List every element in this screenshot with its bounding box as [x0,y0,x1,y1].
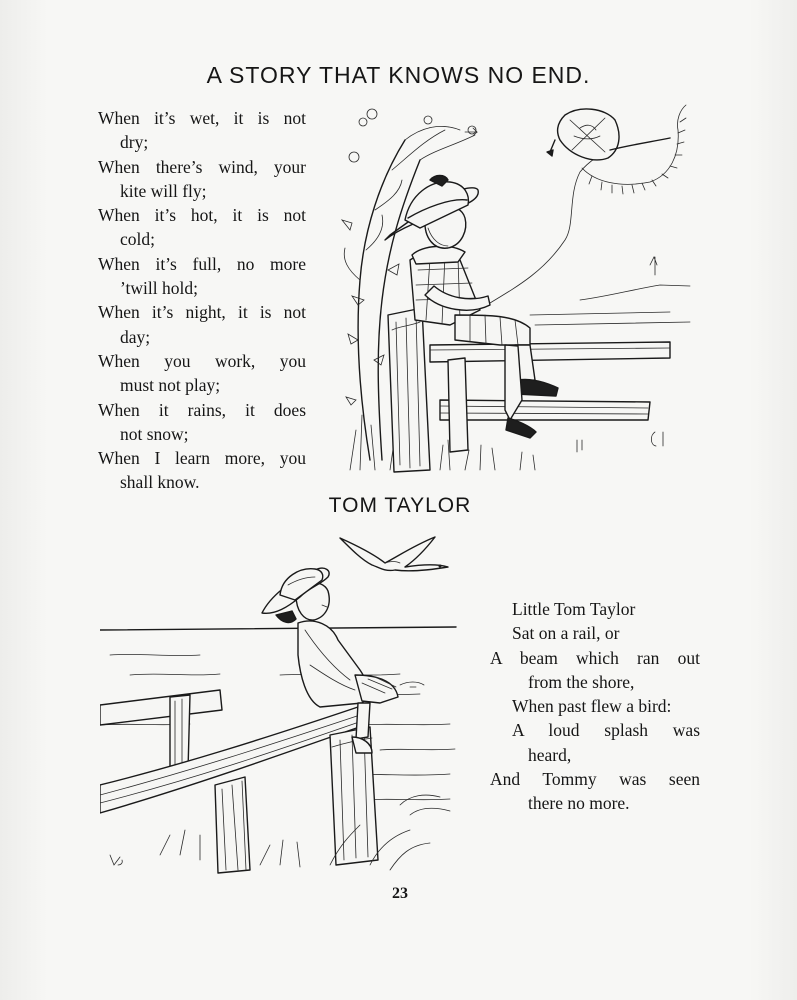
tom-taylor-title: TOM TAYLOR [328,494,472,517]
poem-line: And Tommy was seen [490,769,700,790]
poem-line: from the shore, [528,671,635,692]
poem-line: When it’s full, no more [98,253,306,274]
poem-line: shall know. [120,472,200,493]
tom-taylor-poem [490,597,700,816]
poem-line: not snow; [120,423,189,444]
poem-line: cold; [120,229,155,250]
poem-line: Little Tom Taylor [512,599,636,619]
story-title: A STORY THAT KNOWS NO END. [206,62,591,88]
page-number: 23 [392,885,408,902]
poem-line: When it rains, it does [98,399,306,420]
poem-line: When there’s wind, your [98,156,306,177]
poem-line: there no more. [528,793,630,814]
boy-on-fence-flying-kite-icon [330,100,700,475]
story-poem [98,106,306,495]
poem-line: ’twill hold; [120,278,198,299]
poem-line: When I learn more, you [98,448,306,469]
poem-line: Sat on a rail, or [512,623,620,644]
poem-line: When you work, you [98,350,306,371]
poem-line: When it’s night, it is not [98,302,306,323]
poem-line: A beam which ran out [490,647,700,668]
poem-line: must not play; [120,375,221,396]
poem-line: dry; [120,132,149,153]
poem-line: When it’s wet, it is not [98,108,306,128]
poem-line: day; [120,326,151,347]
poem-line: When it’s hot, it is not [98,205,306,226]
poem-line: When past flew a bird: [512,696,672,717]
poem-line: A loud splash was [512,720,700,741]
child-on-rail-by-water-with-bird-icon [100,525,480,875]
poem-line: heard, [528,744,572,765]
poem-line: kite will fly; [120,180,207,201]
